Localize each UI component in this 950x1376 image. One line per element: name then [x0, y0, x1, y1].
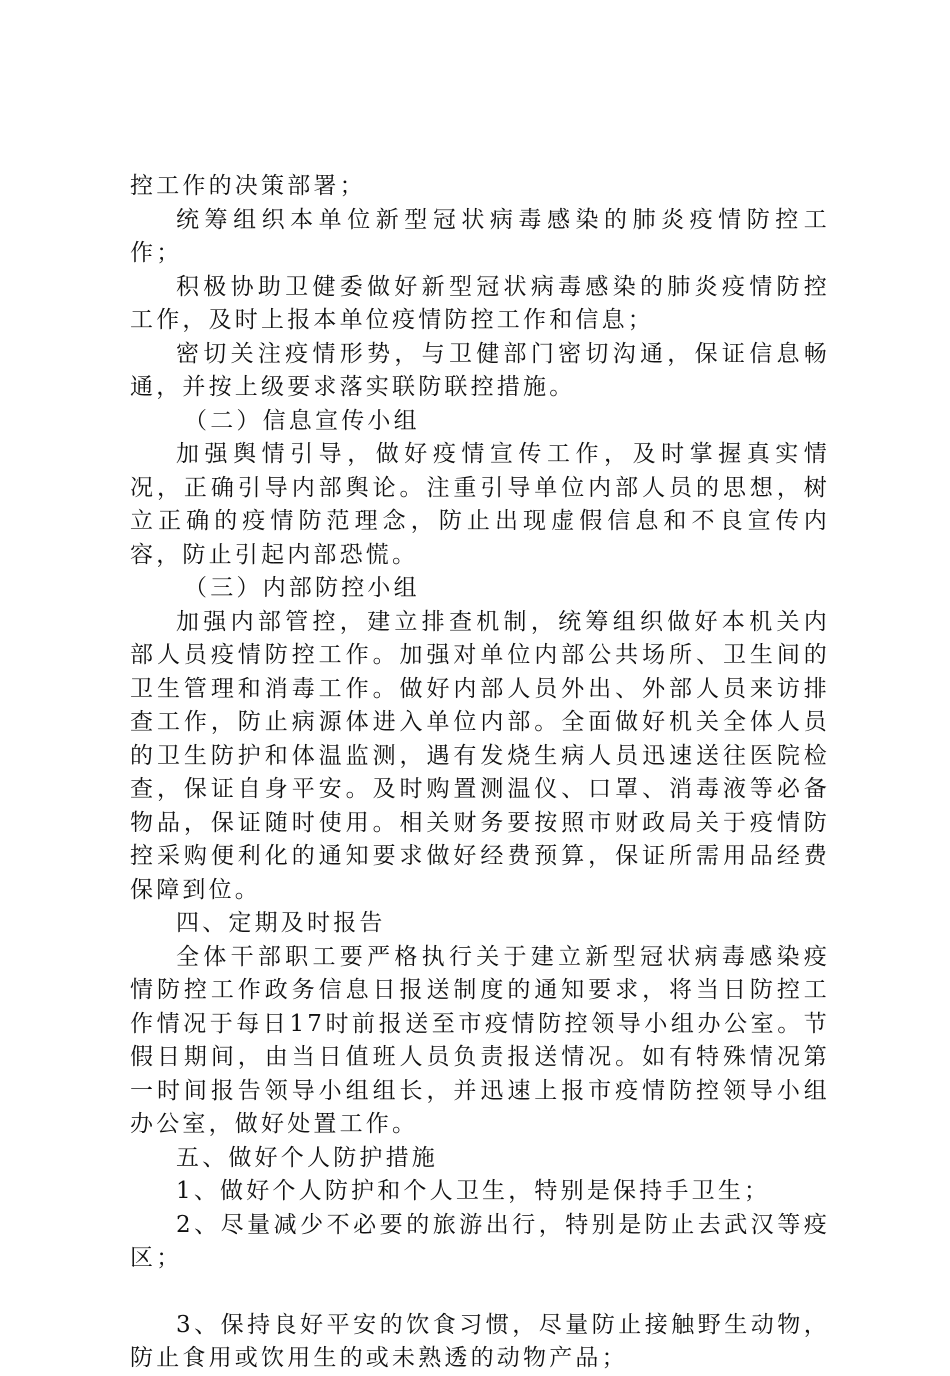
paragraph-continuation: 控工作的决策部署；: [130, 173, 366, 199]
section-heading-info-group: （二）信息宣传小组: [184, 407, 420, 434]
section-heading-internal-group: （三）内部防控小组: [184, 575, 420, 601]
section-heading-personal-protection: 五、做好个人防护措施: [176, 1144, 438, 1171]
paragraph-info-group: 加强舆情引导，做好疫情宣传工作，及时掌握真实情况，正确引导内部舆论。注重引导单位内部人员的思想，树立正确的疫情防范理念，防止出现虚假信息和不良宣传内容，防止引起内部恐慌。: [130, 441, 830, 568]
blank-line: [130, 1276, 830, 1309]
paragraph-duty-2: 积极协助卫健委做好新型冠状病毒感染的肺炎疫情防控工作，及时上报本单位疫情防控工作和信息；: [130, 273, 830, 333]
paragraph-reporting: 全体干部职工要严格执行关于建立新型冠状病毒感染疫情防控工作政务信息日报送制度的通知要求，将当日防控工作情况于每日17时前报送至市疫情防控领导小组办公室。节假日期间，由当日值班人员负责报送情况。如有特殊情况第一时间报告领导小组组长，并迅速上报市疫情防控领导小组办公室，做好处置工作。: [130, 943, 830, 1137]
paragraph-internal-group: 加强内部管控，建立排查机制，统筹组织做好本机关内部人员疫情防控工作。加强对单位内部公共场所、卫生间的卫生管理和消毒工作。做好内部人员外出、外部人员来访排查工作，防止病源体进入单位内部。全面做好机关全体人员的卫生防护和体温监测，遇有发烧生病人员迅速送往医院检查，保证自身平安。及时购置测温仪、口罩、消毒液等必备物品，保证随时使用。相关财务要按照市财政局关于疫情防控采购便利化的通知要求做好经费预算，保证所需用品经费保障到位。: [130, 608, 830, 903]
paragraph-duty-3: 密切关注疫情形势，与卫健部门密切沟通，保证信息畅通，并按上级要求落实联防联控措施。: [130, 340, 830, 400]
list-item-protection-3: 3、保持良好平安的饮食习惯，尽量防止接触野生动物，防止食用或饮用生的或未熟透的动物产品；: [130, 1311, 830, 1371]
document-body: [130, 170, 830, 1376]
paragraph-duty-1: 统筹组织本单位新型冠状病毒感染的肺炎疫情防控工作；: [130, 206, 830, 266]
list-item-protection-2: 2、尽量减少不必要的旅游出行，特别是防止去武汉等疫区；: [130, 1211, 830, 1271]
list-item-protection-1: 1、做好个人防护和个人卫生，特别是保持手卫生；: [176, 1178, 771, 1204]
section-heading-reporting: 四、定期及时报告: [176, 910, 386, 936]
